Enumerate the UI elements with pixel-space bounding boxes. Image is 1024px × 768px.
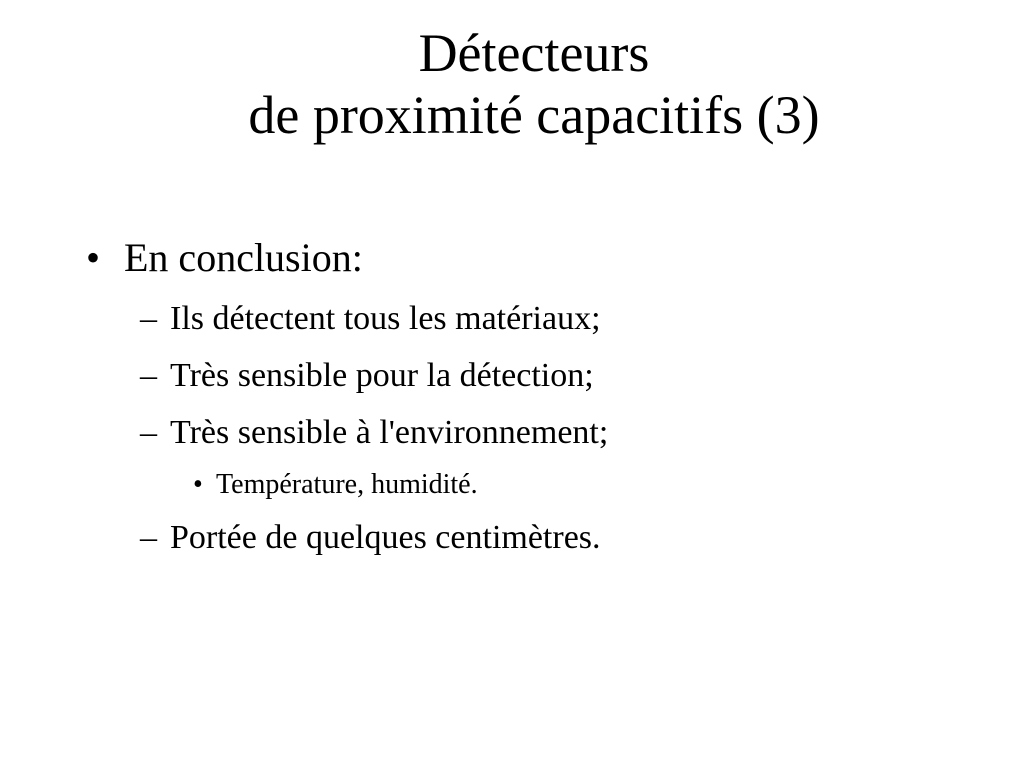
bullet-text: Ils détectent tous les matériaux; bbox=[170, 300, 601, 337]
slide-title bbox=[0, 22, 1024, 146]
bullet-marker: • bbox=[193, 469, 203, 500]
bullet-text: Température, humidité. bbox=[216, 469, 478, 500]
bullet-text: Très sensible pour la détection; bbox=[170, 357, 594, 394]
dash-marker: – bbox=[140, 414, 157, 451]
dash-marker: – bbox=[140, 357, 157, 394]
bullet-text: Très sensible à l'environnement; bbox=[170, 414, 609, 451]
dash-marker: – bbox=[140, 519, 157, 556]
slide-title-line-1: Détecteurs bbox=[418, 23, 650, 83]
slide-title-line-2: de proximité capacitifs (3) bbox=[248, 85, 820, 145]
bullet-text: En conclusion: bbox=[124, 235, 363, 280]
dash-marker: – bbox=[140, 300, 157, 337]
bullet-marker: • bbox=[86, 235, 101, 280]
bullet-text: Portée de quelques centimètres. bbox=[170, 519, 601, 556]
